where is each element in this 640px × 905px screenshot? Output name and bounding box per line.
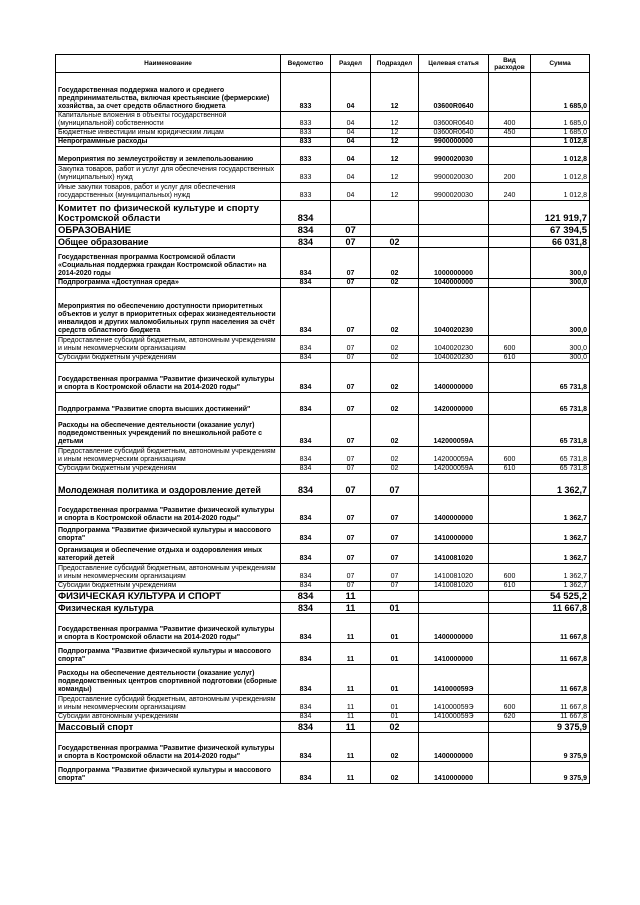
cell-name: Предоставление субсидий бюджетным, автономным учреждениям и иным некоммерческим организациям	[56, 695, 281, 713]
table-row	[56, 591, 590, 603]
cell-subsection: 02	[371, 354, 419, 363]
cell-subsection	[371, 201, 419, 225]
cell-exp-type	[489, 643, 531, 665]
cell-target: 1410000000	[419, 643, 489, 665]
cell-name: Непрограммные расходы	[56, 138, 281, 147]
cell-name: Подпрограмма "Развитие физической культуры и массового спорта"	[56, 643, 281, 665]
cell-sum: 1 012,8	[531, 165, 590, 183]
cell-subsection: 02	[371, 465, 419, 474]
table-row	[56, 713, 590, 722]
cell-exp-type	[489, 415, 531, 447]
cell-dept: 834	[281, 722, 331, 733]
cell-dept: 834	[281, 237, 331, 248]
cell-target: 1400000000	[419, 614, 489, 643]
cell-target: 1400000000	[419, 363, 489, 393]
table-row	[56, 201, 590, 225]
cell-sum: 1 362,7	[531, 524, 590, 544]
cell-name: Расходы на обеспечение деятельности (оказание услуг) подведомственных учреждений по внешкольной работе с детьми	[56, 415, 281, 447]
table-row	[56, 279, 590, 288]
cell-exp-type	[489, 288, 531, 336]
cell-subsection: 12	[371, 73, 419, 112]
cell-target: 9900020030	[419, 183, 489, 201]
cell-target	[419, 201, 489, 225]
cell-section: 07	[331, 288, 371, 336]
cell-section: 07	[331, 465, 371, 474]
cell-subsection: 01	[371, 603, 419, 614]
cell-name: Государственная программа "Развитие физической культуры и спорта в Костромской области на 2014-2020 годы"	[56, 733, 281, 762]
cell-section: 11	[331, 722, 371, 733]
col-header-section: Раздел	[331, 55, 371, 73]
cell-section: 04	[331, 183, 371, 201]
table-row	[56, 695, 590, 713]
cell-sum: 1 012,8	[531, 138, 590, 147]
cell-section: 07	[331, 564, 371, 582]
cell-section: 11	[331, 614, 371, 643]
cell-target: 9900000000	[419, 138, 489, 147]
cell-sum: 300,0	[531, 288, 590, 336]
cell-name: ОБРАЗОВАНИЕ	[56, 225, 281, 237]
cell-sum: 121 919,7	[531, 201, 590, 225]
table-row	[56, 524, 590, 544]
cell-sum: 300,0	[531, 354, 590, 363]
cell-exp-type	[489, 762, 531, 784]
cell-exp-type: 620	[489, 713, 531, 722]
cell-section: 07	[331, 496, 371, 524]
cell-exp-type	[489, 603, 531, 614]
cell-target: 1410081020	[419, 582, 489, 591]
cell-exp-type	[489, 544, 531, 564]
cell-target: 1040000000	[419, 279, 489, 288]
cell-target: 142000059А	[419, 415, 489, 447]
col-header-sum: Сумма	[531, 55, 590, 73]
cell-dept: 833	[281, 147, 331, 165]
cell-name: Предоставление субсидий бюджетным, автономным учреждениям и иным некоммерческим организациям	[56, 336, 281, 354]
table-row	[56, 643, 590, 665]
cell-section: 04	[331, 112, 371, 129]
cell-exp-type	[489, 201, 531, 225]
cell-dept: 834	[281, 614, 331, 643]
cell-subsection: 02	[371, 762, 419, 784]
cell-name: Молодежная политика и оздоровление детей	[56, 474, 281, 496]
cell-section: 11	[331, 762, 371, 784]
cell-name: Государственная программа "Развитие физической культуры и спорта в Костромской области на 2014-2020 годы"	[56, 496, 281, 524]
cell-subsection: 02	[371, 393, 419, 415]
cell-sum: 1 685,0	[531, 73, 590, 112]
cell-section: 04	[331, 73, 371, 112]
table-row	[56, 415, 590, 447]
cell-sum: 54 525,2	[531, 591, 590, 603]
cell-target: 1410000000	[419, 524, 489, 544]
cell-target: 1040020230	[419, 354, 489, 363]
table-row	[56, 73, 590, 112]
document-page	[55, 54, 589, 784]
cell-target: 1400000000	[419, 733, 489, 762]
cell-exp-type	[489, 496, 531, 524]
cell-dept: 834	[281, 564, 331, 582]
cell-exp-type: 610	[489, 354, 531, 363]
cell-section: 07	[331, 544, 371, 564]
cell-sum: 300,0	[531, 279, 590, 288]
table-row	[56, 393, 590, 415]
cell-subsection	[371, 225, 419, 237]
cell-section: 07	[331, 363, 371, 393]
cell-subsection: 02	[371, 336, 419, 354]
budget-table	[55, 54, 590, 784]
cell-dept: 834	[281, 279, 331, 288]
cell-section: 11	[331, 603, 371, 614]
cell-subsection: 12	[371, 165, 419, 183]
cell-name: Бюджетные инвестиции иным юридическим лицам	[56, 129, 281, 138]
cell-section: 07	[331, 474, 371, 496]
cell-sum: 1 362,7	[531, 544, 590, 564]
cell-dept: 834	[281, 524, 331, 544]
cell-name: Субсидии бюджетным учреждениям	[56, 465, 281, 474]
cell-target: 141000059Э	[419, 713, 489, 722]
cell-name: Организация и обеспечение отдыха и оздоровления иных категорий детей	[56, 544, 281, 564]
cell-subsection: 02	[371, 248, 419, 279]
table-row	[56, 474, 590, 496]
cell-dept: 834	[281, 582, 331, 591]
cell-section: 07	[331, 524, 371, 544]
table-row	[56, 129, 590, 138]
cell-dept: 834	[281, 354, 331, 363]
table-row	[56, 336, 590, 354]
cell-dept: 833	[281, 183, 331, 201]
col-header-target: Целевая статья	[419, 55, 489, 73]
cell-subsection: 02	[371, 733, 419, 762]
cell-name: Капитальные вложения в объекты государственной (муниципальной) собственности	[56, 112, 281, 129]
cell-dept: 834	[281, 201, 331, 225]
cell-dept: 834	[281, 544, 331, 564]
cell-dept: 834	[281, 393, 331, 415]
table-row	[56, 665, 590, 695]
cell-subsection: 07	[371, 544, 419, 564]
cell-target	[419, 225, 489, 237]
cell-subsection: 07	[371, 564, 419, 582]
cell-section: 04	[331, 147, 371, 165]
table-row	[56, 762, 590, 784]
cell-target: 1410081020	[419, 564, 489, 582]
table-row	[56, 165, 590, 183]
cell-section: 07	[331, 336, 371, 354]
cell-target	[419, 474, 489, 496]
cell-subsection: 02	[371, 288, 419, 336]
cell-target	[419, 603, 489, 614]
table-row	[56, 138, 590, 147]
cell-sum: 1 362,7	[531, 582, 590, 591]
cell-subsection	[371, 591, 419, 603]
cell-section: 11	[331, 665, 371, 695]
cell-target: 1000000000	[419, 248, 489, 279]
cell-target: 9900020030	[419, 165, 489, 183]
table-row	[56, 237, 590, 248]
cell-sum: 1 362,7	[531, 474, 590, 496]
cell-exp-type	[489, 524, 531, 544]
cell-name: Мероприятия по обеспечению доступности приоритетных объектов и услуг в приоритетных сферах жизнедеятельности инвалидов и других маломобильных групп населения за счёт средств областного бюджета	[56, 288, 281, 336]
table-row	[56, 248, 590, 279]
cell-sum: 11 667,8	[531, 643, 590, 665]
cell-subsection: 07	[371, 582, 419, 591]
cell-section: 07	[331, 248, 371, 279]
cell-subsection: 01	[371, 643, 419, 665]
table-row	[56, 147, 590, 165]
cell-target: 1040020230	[419, 288, 489, 336]
cell-section: 04	[331, 138, 371, 147]
cell-subsection: 02	[371, 237, 419, 248]
cell-exp-type	[489, 147, 531, 165]
cell-name: Мероприятия по землеустройству и землепользованию	[56, 147, 281, 165]
cell-exp-type	[489, 237, 531, 248]
cell-target: 03600R0640	[419, 73, 489, 112]
cell-exp-type: 240	[489, 183, 531, 201]
table-row	[56, 288, 590, 336]
cell-target: 1040020230	[419, 336, 489, 354]
cell-dept: 834	[281, 591, 331, 603]
cell-exp-type	[489, 138, 531, 147]
cell-sum: 1 685,0	[531, 112, 590, 129]
cell-target: 141000059Э	[419, 665, 489, 695]
cell-exp-type: 600	[489, 564, 531, 582]
cell-exp-type	[489, 363, 531, 393]
cell-name: Комитет по физической культуре и спорту Костромской области	[56, 201, 281, 225]
cell-name: Подпрограмма "Развитие физической культуры и массового спорта"	[56, 524, 281, 544]
cell-section: 07	[331, 354, 371, 363]
cell-dept: 834	[281, 643, 331, 665]
cell-sum: 65 731,8	[531, 447, 590, 465]
cell-target: 141000059Э	[419, 695, 489, 713]
cell-dept: 834	[281, 465, 331, 474]
cell-name: Субсидии автономным учреждениям	[56, 713, 281, 722]
cell-sum: 1 685,0	[531, 129, 590, 138]
cell-name: Иные закупки товаров, работ и услуг для обеспечения государственных (муниципальных) нужд	[56, 183, 281, 201]
cell-sum: 300,0	[531, 248, 590, 279]
cell-exp-type: 450	[489, 129, 531, 138]
cell-sum: 1 362,7	[531, 564, 590, 582]
cell-sum: 1 362,7	[531, 496, 590, 524]
cell-sum: 9 375,9	[531, 722, 590, 733]
cell-sum: 1 012,8	[531, 147, 590, 165]
cell-section: 11	[331, 591, 371, 603]
cell-name: Государственная программа Костромской области «Социальная поддержка граждан Костромской области» на 2014-2020 годы	[56, 248, 281, 279]
cell-sum: 65 731,8	[531, 415, 590, 447]
col-header-dept: Ведомство	[281, 55, 331, 73]
cell-sum: 65 731,8	[531, 465, 590, 474]
cell-dept: 834	[281, 288, 331, 336]
cell-name: Субсидии бюджетным учреждениям	[56, 582, 281, 591]
cell-name: Подпрограмма "Развитие физической культуры и массового спорта"	[56, 762, 281, 784]
cell-name: Подпрограмма "Развитие спорта высших достижений"	[56, 393, 281, 415]
cell-sum: 9 375,9	[531, 762, 590, 784]
cell-sum: 11 667,8	[531, 665, 590, 695]
cell-target: 142000059А	[419, 465, 489, 474]
table-row	[56, 544, 590, 564]
cell-section	[331, 201, 371, 225]
cell-sum: 65 731,8	[531, 393, 590, 415]
cell-target: 03600R0640	[419, 112, 489, 129]
cell-target: 03600R0640	[419, 129, 489, 138]
cell-section: 07	[331, 225, 371, 237]
cell-name: Закупка товаров, работ и услуг для обеспечения государственных (муниципальных) нужд	[56, 165, 281, 183]
cell-subsection: 01	[371, 665, 419, 695]
col-header-name: Наименование	[56, 55, 281, 73]
cell-sum: 9 375,9	[531, 733, 590, 762]
cell-dept: 834	[281, 665, 331, 695]
cell-dept: 834	[281, 496, 331, 524]
cell-exp-type	[489, 722, 531, 733]
cell-subsection: 02	[371, 722, 419, 733]
cell-exp-type	[489, 279, 531, 288]
table-row	[56, 603, 590, 614]
table-row	[56, 582, 590, 591]
cell-subsection: 02	[371, 447, 419, 465]
cell-dept: 834	[281, 695, 331, 713]
cell-sum: 1 012,8	[531, 183, 590, 201]
cell-section: 11	[331, 695, 371, 713]
cell-dept: 834	[281, 713, 331, 722]
cell-section: 11	[331, 713, 371, 722]
table-row	[56, 496, 590, 524]
cell-target: 1410000000	[419, 762, 489, 784]
cell-dept: 834	[281, 733, 331, 762]
cell-section: 04	[331, 129, 371, 138]
table-row	[56, 354, 590, 363]
cell-dept: 833	[281, 112, 331, 129]
header-row	[56, 55, 590, 73]
table-row	[56, 614, 590, 643]
cell-subsection: 01	[371, 713, 419, 722]
cell-name: Государственная поддержка малого и среднего предпринимательства, включая крестьянские (фермерские) хозяйства, за счет средств областного бюджета	[56, 73, 281, 112]
cell-dept: 834	[281, 225, 331, 237]
cell-section: 04	[331, 165, 371, 183]
cell-dept: 833	[281, 138, 331, 147]
cell-name: Физическая культура	[56, 603, 281, 614]
cell-dept: 834	[281, 474, 331, 496]
cell-exp-type	[489, 73, 531, 112]
cell-dept: 834	[281, 762, 331, 784]
cell-subsection: 12	[371, 147, 419, 165]
cell-exp-type: 610	[489, 582, 531, 591]
cell-section: 07	[331, 279, 371, 288]
cell-sum: 66 031,8	[531, 237, 590, 248]
cell-exp-type: 600	[489, 695, 531, 713]
cell-subsection: 12	[371, 129, 419, 138]
cell-exp-type	[489, 474, 531, 496]
cell-section: 07	[331, 415, 371, 447]
cell-dept: 833	[281, 73, 331, 112]
cell-section: 11	[331, 643, 371, 665]
cell-section: 07	[331, 237, 371, 248]
table-row	[56, 183, 590, 201]
cell-name: Предоставление субсидий бюджетным, автономным учреждениям и иным некоммерческим организациям	[56, 564, 281, 582]
table-row	[56, 225, 590, 237]
cell-subsection: 07	[371, 524, 419, 544]
cell-sum: 11 667,8	[531, 713, 590, 722]
cell-target	[419, 722, 489, 733]
cell-dept: 833	[281, 165, 331, 183]
cell-target: 1410081020	[419, 544, 489, 564]
cell-name: Государственная программа "Развитие физической культуры и спорта в Костромской области на 2014-2020 годы"	[56, 614, 281, 643]
cell-target: 1400000000	[419, 496, 489, 524]
cell-name: Государственная программа "Развитие физической культуры и спорта в Костромской области на 2014-2020 годы"	[56, 363, 281, 393]
cell-subsection: 01	[371, 614, 419, 643]
cell-exp-type	[489, 665, 531, 695]
table-row	[56, 465, 590, 474]
cell-exp-type: 200	[489, 165, 531, 183]
cell-target	[419, 591, 489, 603]
cell-subsection: 02	[371, 363, 419, 393]
cell-name: ФИЗИЧЕСКАЯ КУЛЬТУРА И СПОРТ	[56, 591, 281, 603]
cell-dept: 833	[281, 129, 331, 138]
table-row	[56, 112, 590, 129]
cell-subsection: 12	[371, 112, 419, 129]
cell-exp-type	[489, 591, 531, 603]
cell-sum: 300,0	[531, 336, 590, 354]
cell-exp-type	[489, 248, 531, 279]
cell-target: 9900020030	[419, 147, 489, 165]
cell-name: Массовый спорт	[56, 722, 281, 733]
cell-subsection: 07	[371, 496, 419, 524]
table-row	[56, 722, 590, 733]
table-row	[56, 733, 590, 762]
cell-subsection: 02	[371, 279, 419, 288]
cell-exp-type: 400	[489, 112, 531, 129]
cell-dept: 834	[281, 336, 331, 354]
table-row	[56, 363, 590, 393]
cell-dept: 834	[281, 603, 331, 614]
cell-section: 07	[331, 393, 371, 415]
cell-sum: 67 394,5	[531, 225, 590, 237]
cell-name: Субсидии бюджетным учреждениям	[56, 354, 281, 363]
cell-sum: 11 667,8	[531, 695, 590, 713]
cell-exp-type: 610	[489, 465, 531, 474]
cell-exp-type: 600	[489, 447, 531, 465]
cell-target: 142000059А	[419, 447, 489, 465]
cell-exp-type	[489, 225, 531, 237]
cell-dept: 834	[281, 415, 331, 447]
cell-sum: 11 667,8	[531, 614, 590, 643]
cell-subsection: 12	[371, 183, 419, 201]
cell-dept: 834	[281, 363, 331, 393]
cell-target	[419, 237, 489, 248]
cell-name: Общее образование	[56, 237, 281, 248]
cell-dept: 834	[281, 447, 331, 465]
cell-exp-type	[489, 614, 531, 643]
cell-target: 1420000000	[419, 393, 489, 415]
cell-name: Предоставление субсидий бюджетным, автономным учреждениям и иным некоммерческим организациям	[56, 447, 281, 465]
col-header-subsection: Подраздел	[371, 55, 419, 73]
cell-exp-type	[489, 393, 531, 415]
cell-subsection: 07	[371, 474, 419, 496]
cell-name: Подпрограмма «Доступная среда»	[56, 279, 281, 288]
cell-sum: 65 731,8	[531, 363, 590, 393]
table-row	[56, 447, 590, 465]
cell-dept: 834	[281, 248, 331, 279]
cell-name: Расходы на обеспечение деятельности (оказание услуг) подведомственных центров спортивной подготовки (сборные команды)	[56, 665, 281, 695]
cell-section: 07	[331, 447, 371, 465]
cell-section: 07	[331, 582, 371, 591]
cell-subsection: 01	[371, 695, 419, 713]
cell-sum: 11 667,8	[531, 603, 590, 614]
table-row	[56, 564, 590, 582]
cell-section: 11	[331, 733, 371, 762]
cell-subsection: 12	[371, 138, 419, 147]
col-header-exp-type: Вид расходов	[489, 55, 531, 73]
cell-exp-type	[489, 733, 531, 762]
cell-exp-type: 600	[489, 336, 531, 354]
cell-subsection: 02	[371, 415, 419, 447]
